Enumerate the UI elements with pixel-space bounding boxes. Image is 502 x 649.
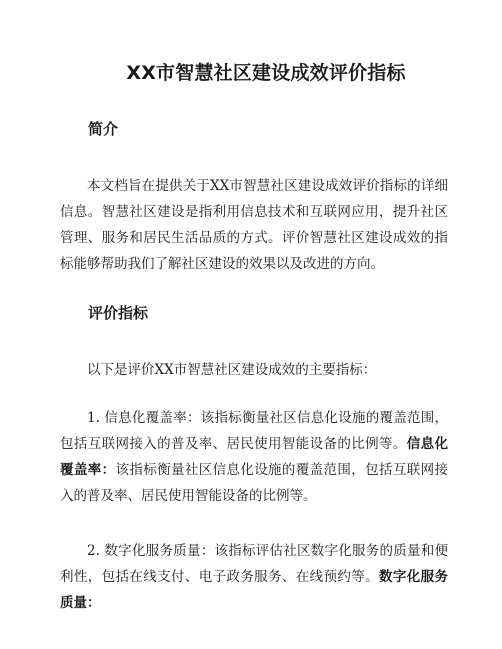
indicator-item-1 (60, 405, 448, 509)
indicator-item-2-text: 2. 数字化服务质量：该指标评估社区数字化服务的质量和便利性，包括在线支付、电子政务服务、在线预约等。 (60, 543, 448, 585)
indicator-item-2-bold-lead: 数字化服务质量： (60, 569, 449, 611)
indicator-item-2 (60, 538, 448, 616)
intro-paragraph: 本文档旨在提供关于XX市智慧社区建设成效评价指标的详细信息。智慧社区建设是指利用信息技术和互联网应用，提升社区管理、服务和居民生活品质的方式。评价智慧社区建设成效的指标能够帮助我们了解社区建设的效果以及改进的方向。 (60, 178, 448, 272)
indicator-item-1-bold-lead: 信息化覆盖率： (60, 436, 449, 478)
section-heading-indicators: 评价指标 (88, 304, 149, 322)
section-heading-intro: 简介 (88, 120, 119, 138)
indicator-item-1-tail: 该指标衡量社区信息化设施的覆盖范围，包括互联网接入的普及率、居民使用智能设备的比例等。 (60, 462, 449, 504)
indicators-lead-paragraph: 以下是评价XX市智慧社区建设成效的主要指标： (87, 362, 377, 378)
indicator-item-1-text: 1. 信息化覆盖率：该指标衡量社区信息化设施的覆盖范围，包括互联网接入的普及率、居民使用智能设备的比例等。 (60, 410, 448, 452)
document-title: XX市智慧社区建设成效评价指标 (126, 62, 406, 84)
